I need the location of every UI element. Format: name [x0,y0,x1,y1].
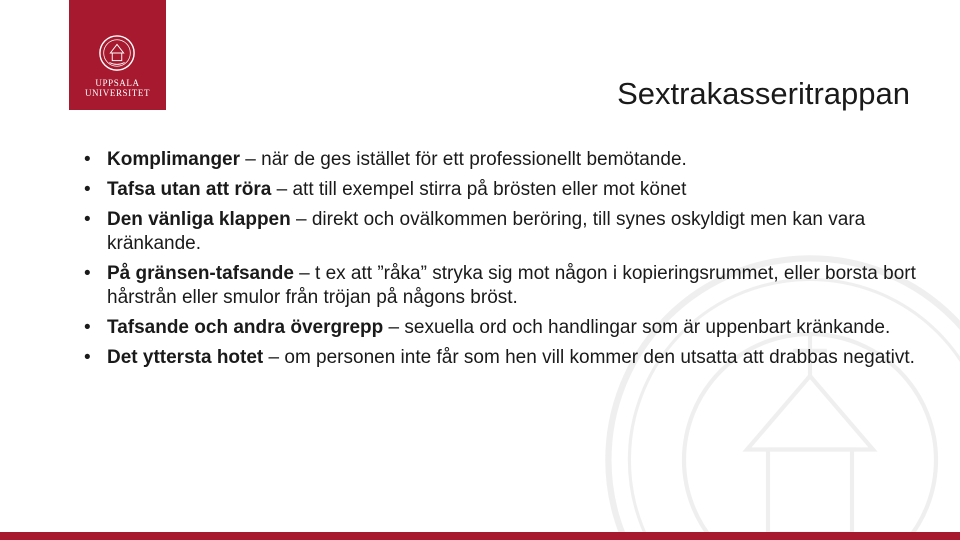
bullet-term: Det yttersta hotet [107,347,264,368]
bullet-marker: • [84,317,91,338]
bullet-item-det-yttersta-hotet [84,346,924,370]
bullet-marker: • [84,179,91,200]
bullet-description: – när de ges istället för ett professionellt bemötande. [240,149,687,170]
bullet-term: Tafsa utan att röra [107,179,272,200]
slide-title: Sextrakasseritrappan [617,76,910,111]
bullet-marker: • [84,209,91,230]
bullet-item-tafsande-och-andra-overgrepp [84,316,924,340]
logo-text-line1: UPPSALA [95,78,140,88]
bullet-term: Den vänliga klappen [107,209,291,230]
bullet-term: Komplimanger [107,149,241,170]
bullet-description: – sexuella ord och handlingar som är uppenbart kränkande. [383,317,891,338]
bullet-item-pa-gransen-tafsande [84,262,924,310]
bullet-description: – att till exempel stirra på brösten eller mot könet [271,179,687,200]
bullet-description: – direkt och ovälkommen beröring, till synes oskyldigt men kan vara kränkande. [107,209,866,254]
bullet-item-den-vanliga-klappen [84,208,924,256]
bullet-marker: • [84,347,91,368]
bullet-description: – om personen inte får som hen vill kommer den utsatta att drabbas negativt. [263,347,915,368]
bullet-description: – t ex att ”råka” stryka sig mot någon i kopieringsrummet, eller borsta bort hårstrån eller smulor från tröjan på någons bröst. [107,263,916,308]
bullet-marker: • [84,263,91,284]
uppsala-university-logo [69,0,166,110]
bullet-item-tafsa-utan-att-rora [84,178,924,202]
bullet-marker: • [84,149,91,170]
bottom-brand-bar [0,532,960,540]
bullet-term: Tafsande och andra övergrepp [107,317,384,338]
university-seal-icon [98,34,136,72]
bullet-list [84,148,924,376]
bullet-term: På gränsen-tafsande [107,263,294,284]
logo-text-line2: UNIVERSITET [84,88,151,98]
bullet-item-komplimanger [84,148,924,172]
